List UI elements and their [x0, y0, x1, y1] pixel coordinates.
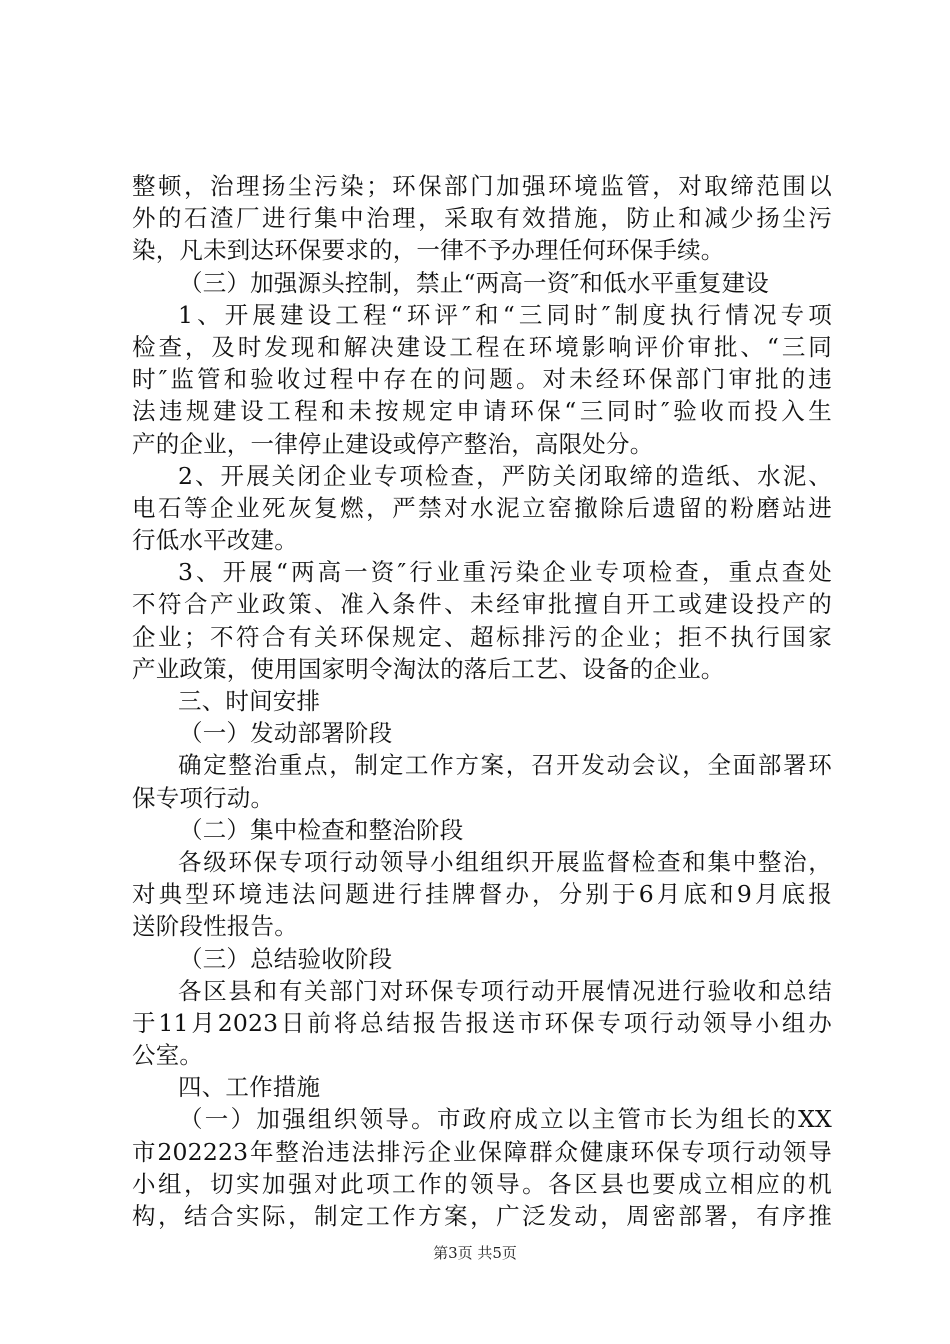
section-heading: （一）发动部署阶段: [179, 719, 393, 748]
body-line: 2、开展关闭企业专项检查，严防关闭取缔的造纸、水泥、: [178, 461, 832, 490]
section-heading: 三、时间安排: [178, 687, 321, 715]
body-line: 检查，及时发现和解决建设工程在环境影响评价审批、“三同: [132, 332, 832, 361]
body-line: 各级环保专项行动领导小组组织开展监督检查和集中整治，: [178, 847, 832, 876]
body-line: 整顿，治理扬尘污染；环保部门加强环境监管，对取缔范围以: [132, 172, 832, 200]
body-line: 时″监管和验收过程中存在的问题。对未经环保部门审批的违: [132, 365, 832, 394]
section-heading: （三）总结验收阶段: [179, 944, 393, 973]
body-line: 市202223年整治违法排污企业保障群众健康环保专项行动领导: [132, 1137, 832, 1166]
body-line: 行低水平改建。: [132, 526, 298, 555]
body-line: 于11月2023日前将总结报告报送市环保专项行动领导小组办: [132, 1008, 832, 1037]
document-body: [132, 170, 832, 1232]
body-line: 构，结合实际，制定工作方案，广泛发动，周密部署，有序推: [132, 1202, 832, 1230]
body-line: 送阶段性报告。: [132, 912, 298, 941]
body-line: 产的企业，一律停止建设或停产整治，高限处分。: [132, 429, 654, 458]
body-line: 小组，切实加强对此项工作的领导。各区县也要成立相应的机: [132, 1169, 832, 1198]
body-line: 企业；不符合有关环保规定、超标排污的企业；拒不执行国家: [132, 622, 832, 651]
body-line: 1、开展建设工程“环评″和“三同时″制度执行情况专项: [178, 300, 832, 329]
body-line: 法违规建设工程和未按规定申请环保“三同时″验收而投入生: [132, 397, 832, 426]
body-line: 对典型环境违法问题进行挂牌督办，分别于6月底和9月底报: [132, 880, 832, 909]
body-line: 公室。: [132, 1041, 204, 1070]
body-line: 染，凡未到达环保要求的，一律不予办理任何环保手续。: [132, 236, 725, 265]
section-heading: （三）加强源头控制，禁止“两高一资″和低水平重复建设: [179, 268, 769, 297]
body-line: 确定整治重点，制定工作方案，召开发动会议，全面部署环: [178, 751, 832, 780]
body-line: 不符合产业政策、准入条件、未经审批擅自开工或建设投产的: [132, 590, 832, 619]
section-heading: （二）集中检查和整治阶段: [179, 815, 464, 844]
page-number-footer: 第3页 共5页: [433, 1244, 517, 1262]
section-heading: 四、工作措施: [178, 1073, 321, 1102]
body-line: 产业政策，使用国家明令淘汰的落后工艺、设备的企业。: [132, 654, 725, 683]
body-line: 各区县和有关部门对环保专项行动开展情况进行验收和总结: [178, 976, 832, 1005]
body-line: 电石等企业死灰复燃，严禁对水泥立窑撤除后遗留的粉磨站进: [132, 493, 832, 522]
body-line: 外的石渣厂进行集中治理，采取有效措施，防止和减少扬尘污: [132, 204, 832, 233]
body-line: 3、开展“两高一资″行业重污染企业专项检查，重点查处: [178, 558, 832, 587]
body-line: 保专项行动。: [132, 783, 275, 812]
body-line: （一）加强组织领导。市政府成立以主管市长为组长的XX: [179, 1105, 832, 1134]
